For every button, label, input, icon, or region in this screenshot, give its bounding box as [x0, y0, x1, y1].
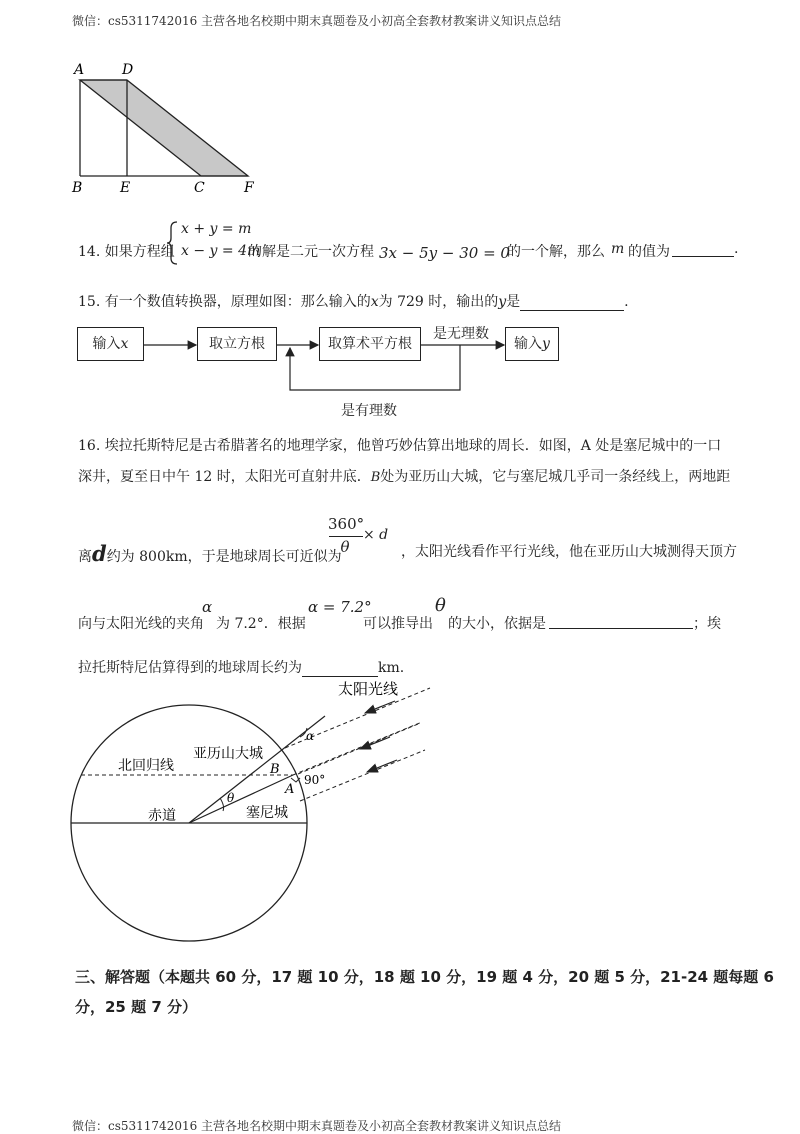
- fraction-numerator: 360°: [328, 515, 365, 533]
- q16-distance-d: d: [92, 541, 107, 566]
- shaded-parallelogram: [80, 80, 248, 176]
- label-90-degrees: 90°: [304, 773, 326, 787]
- q15-text: [78, 291, 629, 311]
- q15-var-x: x: [370, 294, 379, 310]
- q14-var-m: m: [611, 241, 625, 257]
- system-brace: [166, 220, 180, 266]
- earth-sunlight-diagram: [60, 676, 450, 952]
- q16-line-2a: 深井，夏至日中午 12 时，太阳光可直射井底．: [78, 469, 371, 485]
- label-e: E: [120, 180, 131, 196]
- label-alexandria: 亚历山大城: [193, 746, 263, 762]
- q16-reason-blank[interactable]: [549, 614, 693, 629]
- q15-period: .: [624, 294, 629, 310]
- section-3-heading-line-2: 分，25 题 7 分）: [75, 998, 197, 1016]
- section-3-heading-line-1: 三、解答题（本题共 60 分，17 题 10 分，18 题 10 分，19 题 4 分，20 题 5 分，21-24 题每题 6: [75, 968, 774, 986]
- box-output-label: 输入: [514, 336, 543, 352]
- equation-1: x + y = m: [181, 221, 252, 237]
- q14-answer-blank[interactable]: [672, 242, 734, 257]
- q14-number: 14. 如果方程组: [78, 244, 175, 260]
- label-point-a: A: [285, 782, 295, 797]
- box-cube-root: 取立方根: [197, 327, 277, 361]
- q16-line-3-start: [78, 541, 342, 566]
- label-c: C: [194, 180, 205, 196]
- q16-point-b: B: [370, 470, 381, 485]
- page-header: 微信：cs5311742016 主营各地名校期中期末真题卷及小初高全套教材教案讲义知识点总结: [72, 14, 562, 28]
- label-equator: 赤道: [148, 808, 176, 824]
- q15-text-b: 为 729 时，输出的: [378, 294, 499, 310]
- q14-period: .: [734, 241, 739, 257]
- q16-line-4b: 为 7.2°．根据: [216, 616, 306, 632]
- fraction-denominator: θ: [340, 538, 350, 556]
- fraction-bar: [329, 536, 363, 537]
- q16-alpha: α: [202, 598, 213, 616]
- label-alpha: α: [306, 729, 315, 743]
- q16-line-4c: 可以推导出: [363, 616, 433, 632]
- q16-line-4d: 的大小，依据是: [448, 616, 546, 632]
- q16-alpha-equation: α = 7.2°: [308, 598, 372, 616]
- q16-line-4a: 向与太阳光线的夹角: [78, 616, 204, 632]
- q15-text-a: 15. 有一个数值转换器，原理如图：那么输入的: [78, 294, 371, 310]
- label-syene: 塞尼城: [246, 805, 288, 821]
- label-d: D: [122, 62, 134, 78]
- label-f: F: [244, 180, 254, 196]
- box-input-x: [77, 327, 144, 361]
- q14-tail-text: 的一个解，那么: [507, 244, 605, 260]
- equation-2: x − y = 4m: [181, 243, 261, 259]
- sun-arrow-1: [365, 701, 395, 713]
- q14-tail-text-2: 的值为: [628, 244, 670, 260]
- q15-var-y: y: [498, 294, 507, 310]
- trapezoid-figure: [60, 58, 280, 198]
- label-irrational: 是无理数: [433, 326, 489, 342]
- q16-line-2c: 处为亚历山大城，它与塞尼城几乎司一条经线上，两地距: [380, 469, 731, 485]
- q15-answer-blank[interactable]: [520, 296, 624, 311]
- q16-line-1: 16. 埃拉托斯特尼是古希腊著名的地理学家，他曾巧妙估算出地球的周长．如图，A 处是塞尼城中的一口: [78, 438, 722, 454]
- box-output-y: [505, 327, 559, 361]
- box-square-root: 取算术平方根: [319, 327, 421, 361]
- q14-middle-text: 的解是二元一次方程: [248, 244, 374, 260]
- q15-text-c: 是: [506, 294, 521, 310]
- sun-arrow-3: [367, 760, 397, 772]
- q16-line-3c: ，太阳光线看作平行光线，他在亚历山大城测得天顶方: [401, 544, 737, 560]
- q16-line-5: [78, 657, 404, 677]
- label-tropic: 北回归线: [118, 758, 174, 774]
- box-output-var: y: [542, 336, 550, 352]
- box-input-label: 输入: [92, 336, 121, 352]
- label-a: A: [74, 62, 85, 78]
- label-b: B: [72, 180, 83, 196]
- box-input-var: x: [120, 336, 129, 352]
- q16-line-5b: km.: [378, 660, 405, 676]
- q16-line-3a: 离: [78, 549, 92, 565]
- label-point-b: B: [270, 762, 280, 777]
- q16-line-4e: ；埃: [693, 616, 721, 632]
- equation-3: 3x − 5y − 30 = 0: [379, 244, 510, 262]
- label-theta: θ: [227, 791, 235, 805]
- page-footer: 微信：cs5311742016 主营各地名校期中期末真题卷及小初高全套教材教案讲义知识点总结: [72, 1119, 562, 1133]
- q16-line-3b: 约为 800km，于是地球周长可近似为: [106, 549, 342, 565]
- q16-line-2: [78, 466, 730, 486]
- q16-circumference-blank[interactable]: [302, 662, 378, 677]
- label-sunlight: 太阳光线: [338, 680, 399, 698]
- fraction-tail: × d: [363, 527, 389, 543]
- sun-arrow-2: [360, 737, 390, 749]
- label-rational: 是有理数: [341, 403, 397, 419]
- q16-line-5a: 拉托斯特尼估算得到的地球周长约为: [78, 660, 302, 676]
- q16-theta: θ: [435, 595, 446, 616]
